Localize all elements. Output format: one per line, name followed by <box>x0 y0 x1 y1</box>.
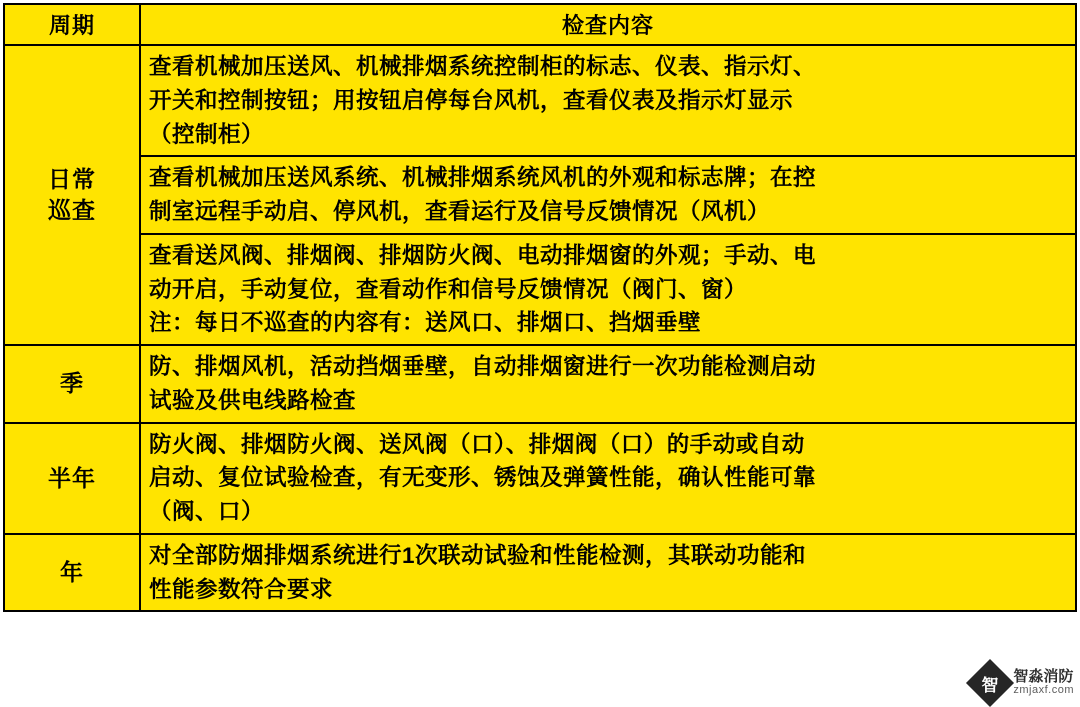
content-line: 查看送风阀、排烟阀、排烟防火阀、电动排烟窗的外观；手动、电 <box>149 242 817 268</box>
watermark-badge-text: 智 <box>981 675 999 695</box>
content-cell-daily-3 <box>140 234 1076 345</box>
content-cell-daily-1 <box>140 45 1076 156</box>
content-cell-quarterly <box>140 345 1076 423</box>
watermark-logo-icon <box>966 659 1014 707</box>
document-page <box>0 3 1080 702</box>
content-line: 制室远程手动启、停风机，查看运行及信号反馈情况（风机） <box>149 199 771 224</box>
content-line: （阀、口） <box>149 499 265 524</box>
period-text-daily: 日常 巡查 <box>48 165 96 223</box>
content-note: 注：每日不巡查的内容有：送风口、排烟口、挡烟垂壁 <box>149 310 702 336</box>
table-row <box>4 534 1076 612</box>
content-line: 开关和控制按钮；用按钮启停每台风机，查看仪表及指示灯显示 <box>149 87 794 113</box>
content-line: 对全部防烟排烟系统进行1次联动试验和性能检测，其联动功能和 <box>149 542 807 568</box>
period-cell-daily <box>4 45 140 345</box>
column-header-content: 检查内容 <box>140 4 1076 45</box>
content-line: 试验及供电线路检查 <box>149 387 357 413</box>
content-line: 查看机械加压送风系统、机械排烟系统风机的外观和标志牌；在控 <box>149 165 817 191</box>
content-cell-daily-2 <box>140 156 1076 234</box>
period-cell-annual: 年 <box>4 534 140 612</box>
inspection-table <box>3 3 1077 612</box>
content-line: 查看机械加压送风、机械排烟系统控制柜的标志、仪表、指示灯、 <box>149 54 817 79</box>
table-row <box>4 234 1076 345</box>
content-line: 防、排烟风机，活动挡烟垂壁，自动排烟窗进行一次功能检测启动 <box>149 354 817 379</box>
content-line: （控制柜） <box>149 121 265 147</box>
content-line: 性能参数符合要求 <box>149 576 334 602</box>
watermark-text <box>1013 669 1074 696</box>
column-header-period: 周期 <box>4 4 140 45</box>
watermark-title: 智淼消防 <box>1013 668 1074 686</box>
period-cell-quarterly: 季 <box>4 345 140 423</box>
watermark <box>973 666 1074 700</box>
table-row <box>4 156 1076 234</box>
content-cell-annual <box>140 534 1076 612</box>
content-line: 启动、复位试验检查，有无变形、锈蚀及弹簧性能，确认性能可靠 <box>149 465 817 491</box>
content-line: 动开启，手动复位，查看动作和信号反馈情况（阀门、窗） <box>149 276 748 302</box>
content-cell-semiannual <box>140 423 1076 534</box>
table-header-row <box>4 4 1076 45</box>
table-row <box>4 345 1076 423</box>
watermark-subtitle: zmjaxf.com <box>1013 684 1074 697</box>
table-row <box>4 423 1076 534</box>
table-row <box>4 45 1076 156</box>
period-cell-semiannual: 半年 <box>4 423 140 534</box>
content-line: 防火阀、排烟防火阀、送风阀（口）、排烟阀（口）的手动或自动 <box>149 431 805 457</box>
